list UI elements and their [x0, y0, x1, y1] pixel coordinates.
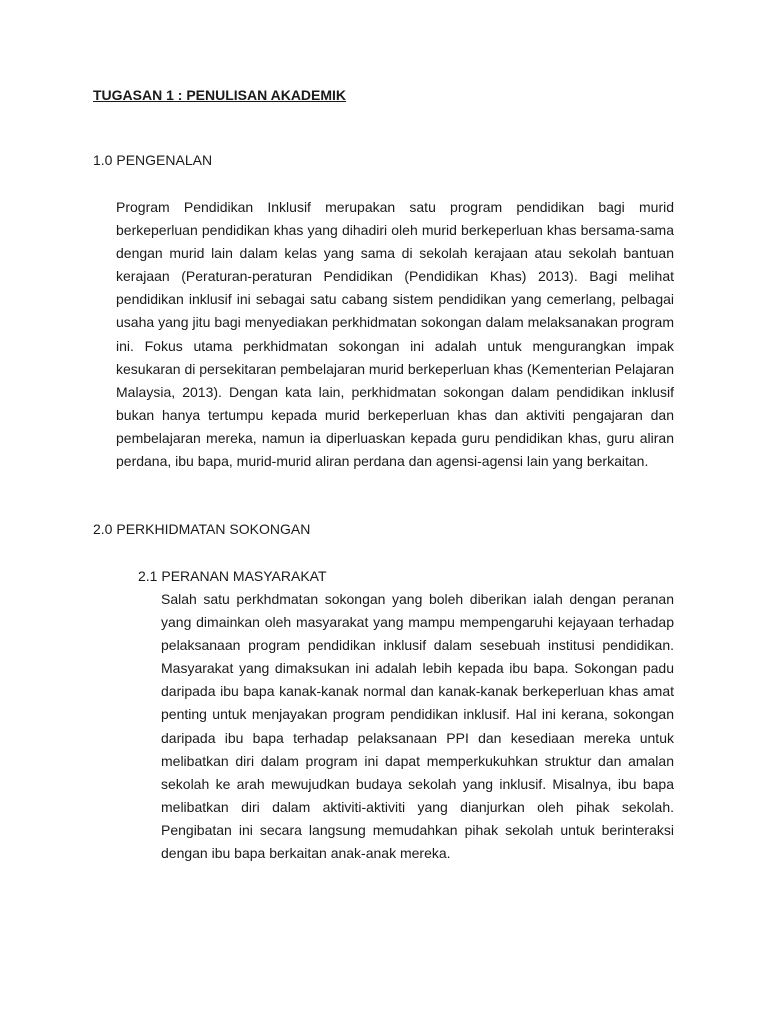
paragraph-line: daripada ibu bapa kanak-kanak normal dan kanak-kanak berkeperluan khas amat [161, 683, 674, 700]
paragraph-line: bukan hanya tertumpu kepada murid berkeperluan khas dan aktiviti pengajaran dan [116, 406, 674, 423]
paragraph-line: Malaysia, 2013). Dengan kata lain, perkhidmatan sokongan dalam pendidikan inklusif [116, 383, 674, 400]
paragraph-line: dengan murid lain dalam kelas yang sama di sekolah kerajaan atau sekolah bantuan [116, 245, 674, 262]
paragraph-line: usaha yang jitu bagi menyediakan perkhidmatan sokongan dalam melaksanakan program [116, 314, 674, 331]
paragraph-line: berkeperluan pendidikan khas yang dihadiri oleh murid berkeperluan khas bersama-sama [116, 222, 674, 239]
paragraph-line: Salah satu perkhdmatan sokongan yang boleh diberikan ialah dengan peranan [161, 591, 674, 607]
paragraph-line: Masyarakat yang dimaksukan ini adalah lebih kepada ibu bapa. Sokongan padu [161, 660, 674, 677]
paragraph-line: kesukaran di persekitaran pembelajaran murid berkeperluan khas (Kementerian Pelajaran [116, 360, 674, 377]
paragraph-line: kerajaan (Peraturan-peraturan Pendidikan (Pendidikan Khas) 2013). Bagi melihat [116, 268, 674, 285]
intro-paragraph [116, 196, 674, 473]
paragraph-line: Pengibatan ini secara langsung memudahkan pihak sekolah untuk berinteraksi [161, 821, 674, 838]
paragraph-line: pelaksanaan program pendidikan inklusif dalam sesebuah institusi pendidikan. [161, 637, 674, 654]
section-heading-support: 2.0 PERKHIDMATAN SOKONGAN [93, 521, 311, 537]
paragraph-line: pembelajaran mereka, namun ia diperluaskan kepada guru pendidikan khas, guru aliran [116, 429, 674, 446]
paragraph-line: ini. Fokus utama perkhidmatan sokongan ini adalah untuk mengurangkan impak [116, 337, 674, 354]
paragraph-line: daripada ibu bapa terhadap pelaksanaan PPI dan kesediaan mereka untuk [161, 729, 674, 746]
community-paragraph [161, 588, 674, 865]
paragraph-line: perdana, ibu bapa, murid-murid aliran perdana dan agensi-agensi lain yang berkaitan. [116, 453, 649, 470]
paragraph-line: melibatkan diri dalam aktiviti-aktiviti yang dianjurkan oleh pihak sekolah. [161, 798, 674, 815]
paragraph-line: Program Pendidikan Inklusif merupakan satu program pendidikan bagi murid [116, 199, 674, 215]
paragraph-line: pendidikan inklusif ini sebagai satu cabang sistem pendidikan yang cemerlang, pelbagai [116, 291, 674, 308]
section-heading-intro: 1.0 PENGENALAN [93, 152, 213, 168]
paragraph-line: penting untuk menjayakan program pendidikan inklusif. Hal ini kerana, sokongan [161, 706, 674, 723]
paragraph-line: dengan ibu bapa berkaitan anak-anak mereka. [161, 845, 451, 862]
document-title: TUGASAN 1 : PENULISAN AKADEMIK [93, 87, 347, 103]
paragraph-line: yang dimainkan oleh masyarakat yang mampu mempengaruhi kejayaan terhadap [161, 614, 674, 631]
paragraph-line: sekolah ke arah mewujudkan budaya sekolah yang inklusif. Misalnya, ibu bapa [161, 775, 674, 792]
paragraph-line: melibatkan diri dalam program ini dapat memperkukuhkan struktur dan amalan [161, 752, 674, 769]
subsection-heading-community: 2.1 PERANAN MASYARAKAT [138, 568, 327, 584]
